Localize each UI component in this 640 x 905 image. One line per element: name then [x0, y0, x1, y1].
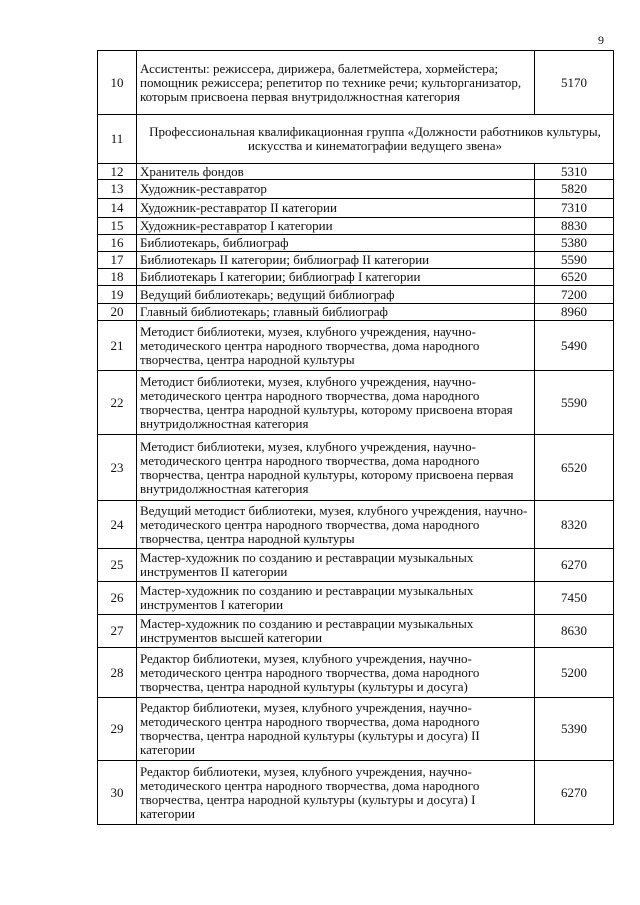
salary-value: 8960	[535, 304, 614, 321]
row-number: 19	[98, 286, 137, 304]
row-number: 24	[98, 501, 137, 549]
row-number: 11	[98, 115, 137, 164]
table-row	[98, 321, 614, 371]
table-row	[98, 501, 614, 549]
row-number: 18	[98, 269, 137, 286]
table-row	[98, 371, 614, 435]
table-row	[98, 698, 614, 761]
table-row	[98, 761, 614, 825]
table-row	[98, 286, 614, 304]
row-number: 29	[98, 698, 137, 761]
salary-value: 5490	[535, 321, 614, 371]
position-name: Мастер-художник по созданию и реставрации музыкальных инструментов высшей категории	[137, 615, 535, 648]
row-number: 21	[98, 321, 137, 371]
position-name: Художник-реставратор	[137, 180, 535, 199]
position-name: Методист библиотеки, музея, клубного учреждения, научно-методического центра народного творчества, дома народного творчества, центра народной культуры, которому присвоена вторая внутридолжностная категория	[137, 371, 535, 435]
salary-value: 5310	[535, 164, 614, 180]
position-name: Хранитель фондов	[137, 164, 535, 180]
table-row	[98, 615, 614, 648]
row-number: 22	[98, 371, 137, 435]
row-number: 26	[98, 582, 137, 615]
table-row	[98, 51, 614, 115]
salary-value: 6520	[535, 269, 614, 286]
position-name: Ведущий библиотекарь; ведущий библиограф	[137, 286, 535, 304]
group-header-row	[98, 115, 614, 164]
salary-value: 6520	[535, 435, 614, 501]
page-number: 9	[598, 33, 604, 47]
row-number: 17	[98, 252, 137, 269]
position-name: Ассистенты: режиссера, дирижера, балетмейстера, хормейстера; помощник режиссера; репетитор по технике речи; культорганизатор, которым присвоена первая внутридолжностная категория	[137, 51, 535, 115]
table-row	[98, 549, 614, 582]
position-name: Мастер-художник по созданию и реставрации музыкальных инструментов I категории	[137, 582, 535, 615]
salary-value: 5200	[535, 648, 614, 698]
position-name: Редактор библиотеки, музея, клубного учреждения, научно-методического центра народного творчества, дома народного творчества, центра народной культуры (культуры и досуга)	[137, 648, 535, 698]
position-name: Редактор библиотеки, музея, клубного учреждения, научно-методического центра народного творчества, дома народного творчества, центра народной культуры (культуры и досуга) I категории	[137, 761, 535, 825]
row-number: 27	[98, 615, 137, 648]
salary-value: 5170	[535, 51, 614, 115]
table-row	[98, 218, 614, 235]
row-number: 16	[98, 235, 137, 252]
salary-value: 8630	[535, 615, 614, 648]
table-row	[98, 164, 614, 180]
position-name: Библиотекарь II категории; библиограф II категории	[137, 252, 535, 269]
position-name: Редактор библиотеки, музея, клубного учреждения, научно-методического центра народного творчества, дома народного творчества, центра народной культуры (культуры и досуга) II категории	[137, 698, 535, 761]
salary-value: 7310	[535, 199, 614, 218]
table-row	[98, 582, 614, 615]
table-row	[98, 235, 614, 252]
position-name: Ведущий методист библиотеки, музея, клубного учреждения, научно- методического центра народного творчества, дома народного творчества, центра народной культуры	[137, 501, 535, 549]
position-name: Методист библиотеки, музея, клубного учреждения, научно-методического центра народного творчества, дома народного творчества, центра народной культуры, которому присвоена первая внутридолжностная категория	[137, 435, 535, 501]
table-row	[98, 304, 614, 321]
salary-value: 7200	[535, 286, 614, 304]
row-number: 28	[98, 648, 137, 698]
row-number: 23	[98, 435, 137, 501]
table-row	[98, 252, 614, 269]
salary-value: 8320	[535, 501, 614, 549]
row-number: 20	[98, 304, 137, 321]
row-number: 15	[98, 218, 137, 235]
row-number: 30	[98, 761, 137, 825]
salary-value: 7450	[535, 582, 614, 615]
group-title: Профессиональная квалификационная группа «Должности работников культуры, искусства и кинематографии ведущего звена»	[137, 115, 614, 164]
position-name: Библиотекарь, библиограф	[137, 235, 535, 252]
position-name: Художник-реставратор I категории	[137, 218, 535, 235]
row-number: 10	[98, 51, 137, 115]
table-row	[98, 199, 614, 218]
salary-value: 8830	[535, 218, 614, 235]
table-row	[98, 648, 614, 698]
salary-value: 6270	[535, 549, 614, 582]
salary-value: 5390	[535, 698, 614, 761]
salary-value: 5590	[535, 371, 614, 435]
row-number: 13	[98, 180, 137, 199]
salary-value: 5590	[535, 252, 614, 269]
salary-value: 6270	[535, 761, 614, 825]
salary-value: 5380	[535, 235, 614, 252]
position-name: Главный библиотекарь; главный библиограф	[137, 304, 535, 321]
position-name: Библиотекарь I категории; библиограф I категории	[137, 269, 535, 286]
position-name: Методист библиотеки, музея, клубного учреждения, научно-методического центра народного творчества, дома народного творчества, центра народной культуры	[137, 321, 535, 371]
row-number: 12	[98, 164, 137, 180]
salary-value: 5820	[535, 180, 614, 199]
row-number: 25	[98, 549, 137, 582]
position-name: Художник-реставратор II категории	[137, 199, 535, 218]
row-number: 14	[98, 199, 137, 218]
table-row	[98, 435, 614, 501]
table-row	[98, 269, 614, 286]
position-name: Мастер-художник по созданию и реставрации музыкальных инструментов II категории	[137, 549, 535, 582]
salary-table	[97, 50, 614, 825]
table-row	[98, 180, 614, 199]
